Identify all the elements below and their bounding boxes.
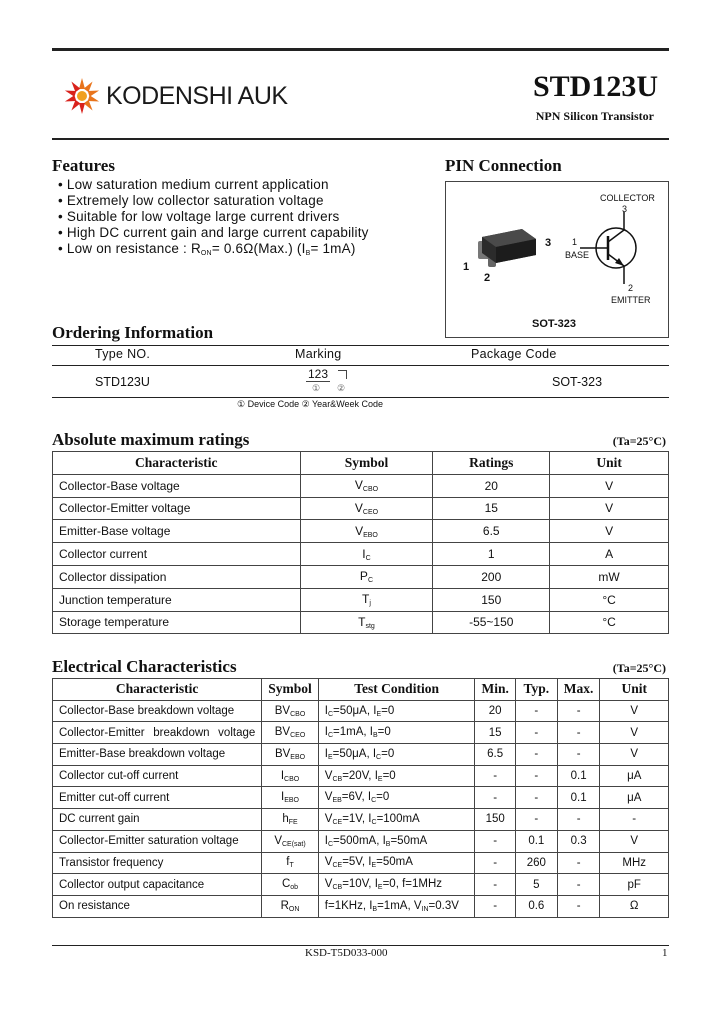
table-header-row — [53, 452, 669, 475]
elec-characteristic: Transistor frequency — [53, 852, 262, 874]
table-row — [53, 809, 669, 831]
elec-condition-cell: $I_E=50\mu A$, $I_C=0$ — [318, 744, 475, 766]
elec-condition-cell: $I_C=1mA$, $I_B=0$ — [318, 722, 475, 744]
elec-max: - — [557, 722, 600, 744]
table-row: Emitter-Base voltage $V_{EBO}$ 6.5 V — [53, 520, 669, 543]
table-row: Collector dissipation $P_C$ 200 mW — [53, 565, 669, 588]
elec-characteristic: Collector cut-off current — [53, 765, 262, 787]
elec-condition-cell: $I_C=500mA$, $I_B=50mA$ — [318, 830, 475, 852]
elec-unit: pF — [600, 874, 669, 896]
pin-number-3-sym: 3 — [622, 204, 628, 214]
table-row — [53, 722, 669, 744]
elec-typ: - — [515, 809, 557, 831]
ordering-marking-value: 123 — [308, 367, 329, 381]
table-row — [53, 744, 669, 766]
elec-characteristic: Collector-Emitter saturation voltage — [53, 830, 262, 852]
pin-number-2-pkg: 2 — [484, 272, 491, 284]
ordering-rule-top — [52, 345, 669, 346]
elec-condition-cell: $V_{CE}=5V$, $I_E=50mA$ — [318, 852, 475, 874]
elec-characteristic: Emitter-Base breakdown voltage — [53, 744, 262, 766]
elec-max: 0.1 — [557, 787, 600, 809]
pin-number-1-sym: 1 — [572, 237, 578, 247]
elec-symbol: $BV_{CBO}$ — [262, 700, 319, 722]
part-subtitle: NPN Silicon Transistor — [535, 109, 654, 123]
pin-number-1-pkg: 1 — [463, 261, 470, 273]
elec-unit: - — [600, 809, 669, 831]
elec-typ: 0.6 — [515, 895, 557, 917]
ordering-type-value: STD123U — [95, 375, 150, 389]
abs-header: Characteristic — [53, 452, 301, 475]
ordering-col-package: Package Code — [471, 347, 557, 361]
elec-characteristic: Collector output capacitance — [53, 874, 262, 896]
elec-unit: MHz — [600, 852, 669, 874]
elec-typ: 5 — [515, 874, 557, 896]
elec-typ: - — [515, 722, 557, 744]
elec-condition-cell: $V_{EB}=6V$, $I_C=0$ — [318, 787, 475, 809]
elec-symbol: $I_{CBO}$ — [262, 765, 319, 787]
elec-symbol: $BV_{CEO}$ — [262, 722, 319, 744]
elec-unit: μA — [600, 765, 669, 787]
elec-characteristic: On resistance — [53, 895, 262, 917]
elec-min: 6.5 — [475, 744, 515, 766]
marking-box-icon — [338, 370, 347, 379]
features-title: Features — [52, 156, 115, 175]
elec-min: 150 — [475, 809, 515, 831]
table-row: Junction temperature $T_j$ 150 °C — [53, 588, 669, 611]
part-number: STD123U — [532, 70, 658, 103]
table-row: Collector current $I_C$ 1 A — [53, 543, 669, 566]
elec-typ: - — [515, 700, 557, 722]
elec-min: - — [475, 895, 515, 917]
elec-typ: - — [515, 744, 557, 766]
elec-max: - — [557, 852, 600, 874]
emitter-label: EMITTER — [611, 295, 651, 305]
elec-unit: V — [600, 722, 669, 744]
elec-unit: V — [600, 830, 669, 852]
top-rule — [52, 48, 669, 51]
elec-max: - — [557, 700, 600, 722]
ordering-package-value: SOT-323 — [552, 375, 603, 389]
elec-characteristic: Emitter cut-off current — [53, 787, 262, 809]
elec-max: 0.3 — [557, 830, 600, 852]
sot323-package-icon — [470, 215, 546, 275]
ordering-note: ① Device Code ② Year&Week Code — [237, 399, 384, 409]
elec-unit: V — [600, 700, 669, 722]
elec-max: - — [557, 809, 600, 831]
ordering-rule-bottom — [52, 397, 669, 398]
elec-header: Max. — [557, 679, 600, 701]
elec-symbol: $h_{FE}$ — [262, 809, 319, 831]
abs-header: Ratings — [433, 452, 550, 475]
collector-label: COLLECTOR — [600, 193, 655, 203]
abs-condition: (Ta=25°C) — [612, 434, 666, 448]
elec-typ: - — [515, 787, 557, 809]
ordering-rule-mid — [52, 365, 669, 366]
footer-rule — [52, 945, 669, 946]
abs-header: Symbol — [300, 452, 433, 475]
elec-typ: 0.1 — [515, 830, 557, 852]
elec-table — [52, 678, 669, 918]
elec-symbol: $R_{ON}$ — [262, 895, 319, 917]
elec-typ: - — [515, 765, 557, 787]
feature-item: • Low saturation medium current application — [58, 177, 329, 192]
elec-header: Symbol — [262, 679, 319, 701]
table-row — [53, 830, 669, 852]
pin-number-3-pkg: 3 — [545, 237, 552, 249]
elec-condition-cell: $V_{CB}=20V$, $I_E=0$ — [318, 765, 475, 787]
package-label: SOT-323 — [532, 318, 577, 330]
elec-max: 0.1 — [557, 765, 600, 787]
elec-condition: (Ta=25°C) — [612, 661, 666, 675]
table-row: Collector-Emitter voltage $V_{CEO}$ 15 V — [53, 497, 669, 520]
elec-max: - — [557, 874, 600, 896]
elec-min: - — [475, 874, 515, 896]
footer-page-number: 1 — [662, 947, 668, 959]
elec-condition-cell: $I_C=50\mu A$, $I_E=0$ — [318, 700, 475, 722]
elec-characteristic: Collector-Emitter breakdown voltage — [53, 722, 262, 744]
ordering-col-type: Type NO. — [95, 347, 151, 361]
table-row — [53, 852, 669, 874]
elec-min: - — [475, 787, 515, 809]
feature-item-on-resistance: • Low on resistance : $R_{ON}= 0.6\Omega(Max.)$ $(I_B= 1mA)$ — [58, 241, 356, 257]
brand-name: KODENSHI AUK — [106, 82, 288, 110]
elec-min: - — [475, 765, 515, 787]
feature-item: • Suitable for low voltage large current drivers — [58, 209, 340, 224]
abs-title: Absolute maximum ratings — [52, 430, 250, 449]
pin-title: PIN Connection — [445, 156, 562, 175]
table-header-row — [53, 679, 669, 701]
abs-table — [52, 451, 669, 634]
elec-symbol: $V_{CE(sat)}$ — [262, 830, 319, 852]
elec-unit: μA — [600, 787, 669, 809]
table-row — [53, 874, 669, 896]
elec-min: - — [475, 830, 515, 852]
pin-number-2-sym: 2 — [628, 283, 634, 293]
elec-typ: 260 — [515, 852, 557, 874]
elec-symbol: $BV_{EBO}$ — [262, 744, 319, 766]
elec-min: 15 — [475, 722, 515, 744]
table-row — [53, 895, 669, 917]
elec-unit: Ω — [600, 895, 669, 917]
marking-code-1: ① — [312, 383, 321, 393]
kodenshi-logo-icon — [62, 76, 102, 116]
table-row: Storage temperature $T_{stg}$ -55~150 °C — [53, 611, 669, 634]
header-rule — [52, 138, 669, 140]
ordering-col-marking: Marking — [295, 347, 342, 361]
elec-title: Electrical Characteristics — [52, 657, 237, 676]
elec-condition-cell: $V_{CE}=1V$, $I_C=100mA$ — [318, 809, 475, 831]
feature-item: • High DC current gain and large current capability — [58, 225, 369, 240]
table-row: Collector-Base voltage $V_{CBO}$ 20 V — [53, 474, 669, 497]
table-row — [53, 700, 669, 722]
ordering-title: Ordering Information — [52, 323, 214, 342]
elec-header: Characteristic — [53, 679, 262, 701]
table-row — [53, 787, 669, 809]
feature-item: • Extremely low collector saturation voltage — [58, 193, 324, 208]
elec-unit: V — [600, 744, 669, 766]
npn-transistor-symbol-icon — [580, 212, 650, 284]
marking-code-2: ② — [337, 383, 346, 393]
elec-symbol: $f_T$ — [262, 852, 319, 874]
elec-min: 20 — [475, 700, 515, 722]
elec-max: - — [557, 895, 600, 917]
elec-symbol: $I_{EBO}$ — [262, 787, 319, 809]
elec-characteristic: Collector-Base breakdown voltage — [53, 700, 262, 722]
elec-header: Unit — [600, 679, 669, 701]
footer-doc-code: KSD-T5D033-000 — [305, 947, 388, 959]
elec-header: Min. — [475, 679, 515, 701]
abs-header: Unit — [550, 452, 669, 475]
elec-condition-cell: f=1KHz, $I_B=1mA$, $V_{IN}=0.3V$ — [318, 895, 475, 917]
elec-min: - — [475, 852, 515, 874]
table-row — [53, 765, 669, 787]
elec-max: - — [557, 744, 600, 766]
elec-condition-cell: $V_{CB}=10V$, $I_E=0$, f=1MHz — [318, 874, 475, 896]
elec-header: Test Condition — [318, 679, 475, 701]
base-label: BASE — [565, 250, 590, 260]
elec-symbol: $C_{ob}$ — [262, 874, 319, 896]
elec-characteristic: DC current gain — [53, 809, 262, 831]
elec-header: Typ. — [515, 679, 557, 701]
